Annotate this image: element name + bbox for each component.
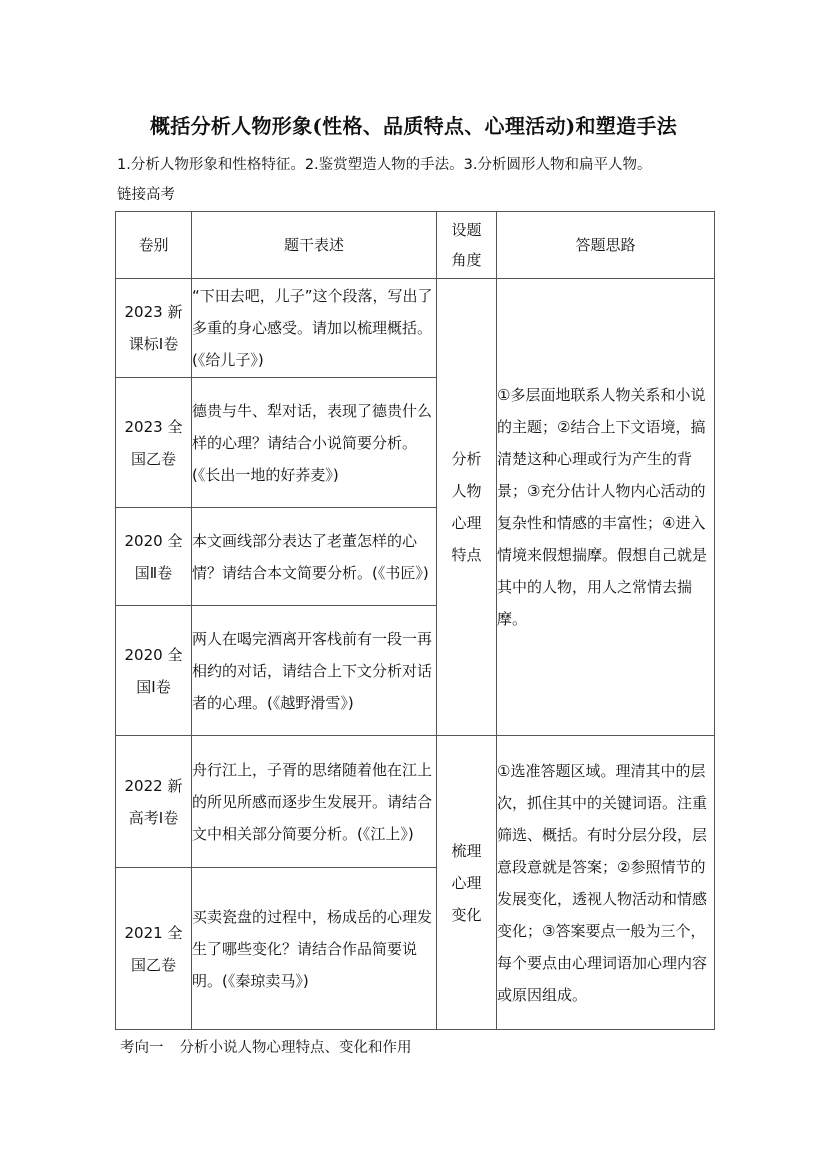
header-angle <box>437 212 497 279</box>
year-cell <box>116 868 192 1030</box>
header-approach: 答题思路 <box>497 212 715 279</box>
section-heading <box>120 1036 412 1057</box>
desc-cell: 本文画线部分表达了老董怎样的心情？请结合本文简要分析。(《书匠》) <box>192 508 437 606</box>
year-cell <box>116 508 192 606</box>
desc-cell: 德贵与牛、犁对话，表现了德贵什么样的心理？请结合小说简要分析。(《长出一地的好荞麦》) <box>192 378 437 508</box>
intro <box>117 150 717 210</box>
intro-objectives: 1.分析人物形象和性格特征。2.鉴赏塑造人物的手法。3.分析圆形人物和扁平人物。 <box>117 157 652 173</box>
year-text: 2023 全国乙卷 <box>124 417 183 468</box>
page-title: 概括分析人物形象(性格、品质特点、心理活动)和塑造手法 <box>149 114 678 138</box>
desc-cell: 舟行江上，子胥的思绪随着他在江上的所见所感而逐步生发展开。请结合文中相关部分简要分析。(《江上》) <box>192 736 437 868</box>
approach-cell: ①选准答题区域。理清其中的层次，抓住其中的关键词语。注重筛选、概括。有时分层分段，层意段意就是答案；②参照情节的发展变化，透视人物活动和情感变化；③答案要点一般为三个，每个要点由心理词语加心理内容或原因组成。 <box>497 736 715 1030</box>
section-title: 分析小说人物心理特点、变化和作用 <box>179 1040 412 1056</box>
section-label: 考向一 <box>120 1040 164 1056</box>
year-text: 2023 新课标Ⅰ卷 <box>124 303 183 353</box>
angle-cell <box>437 736 497 1030</box>
year-cell <box>116 606 192 736</box>
header-year: 卷别 <box>116 212 192 279</box>
year-text: 2022 新高考Ⅰ卷 <box>124 776 183 827</box>
year-text: 2020 全国Ⅱ卷 <box>124 531 183 582</box>
approach-cell: ①多层面地联系人物关系和小说的主题；②结合上下文语境，搞清楚这种心理或行为产生的背景；③充分估计人物内心活动的复杂性和情感的丰富性；④进入情境来假想揣摩。假想自己就是其中的人物，用人之常情去揣摩。 <box>497 279 715 736</box>
intro-link-heading: 链接高考 <box>117 187 175 203</box>
year-cell <box>116 378 192 508</box>
desc-cell: 买卖瓷盘的过程中，杨成岳的心理发生了哪些变化？请结合作品简要说明。(《秦琼卖马》) <box>192 868 437 1030</box>
year-text: 2021 全国乙卷 <box>124 923 183 974</box>
year-text: 2020 全国Ⅰ卷 <box>124 645 183 696</box>
table-row <box>116 279 715 378</box>
angle-text: 分析人物心理特点 <box>451 450 482 564</box>
table-row <box>116 736 715 868</box>
desc-cell: “下田去吧，儿子”这个段落，写出了多重的身心感受。请加以梳理概括。(《给儿子》) <box>192 279 437 378</box>
angle-cell <box>437 279 497 736</box>
year-cell <box>116 736 192 868</box>
table-header-row <box>116 212 715 279</box>
year-cell <box>116 279 192 378</box>
angle-text: 梳理心理变化 <box>451 841 482 924</box>
header-angle-text: 设题角度 <box>451 221 482 269</box>
exam-table <box>115 211 715 1030</box>
header-desc: 题干表述 <box>192 212 437 279</box>
desc-cell: 两人在喝完酒离开客栈前有一段一再相约的对话，请结合上下文分析对话者的心理。(《越野滑雪》) <box>192 606 437 736</box>
